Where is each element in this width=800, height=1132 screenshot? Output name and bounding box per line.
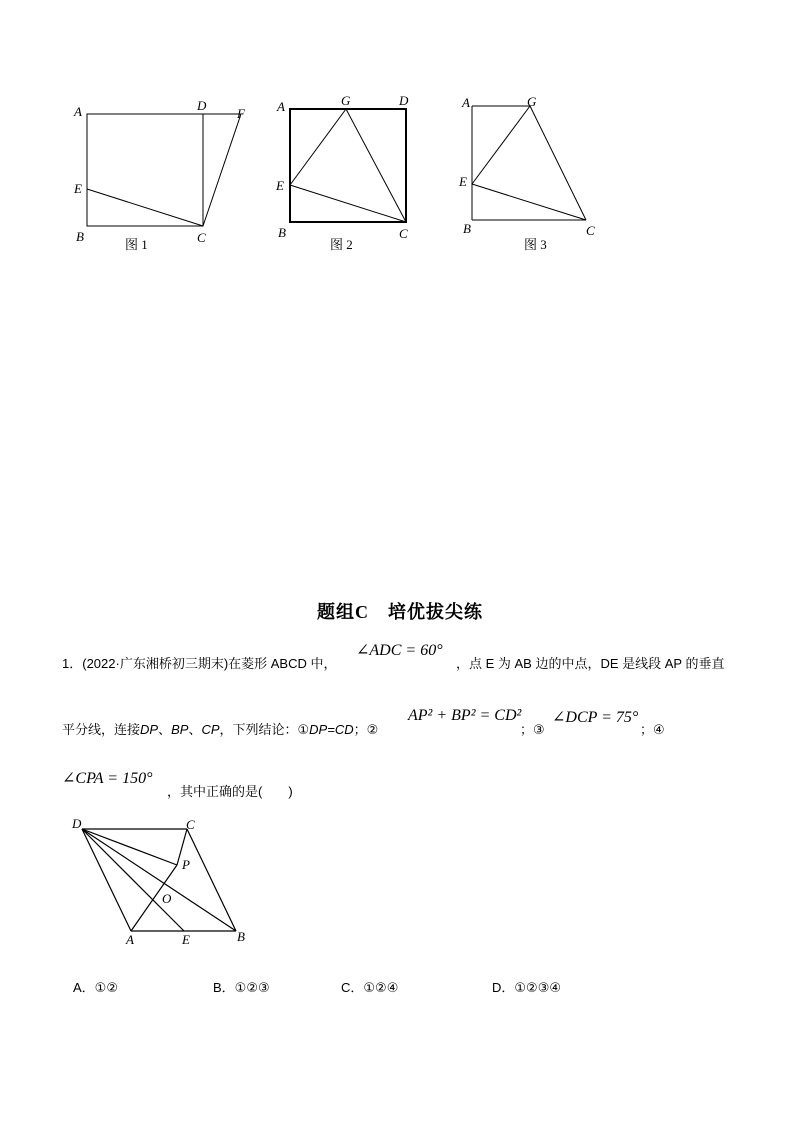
rhombus-label-b: B [237, 929, 245, 944]
rhombus-label-c: C [186, 817, 195, 832]
fig3-caption: 图 3 [524, 237, 547, 252]
option-c-value: ①②④ [363, 980, 399, 995]
fig2-label-b: B [278, 225, 286, 240]
fig2-square [290, 109, 406, 222]
fig3-line-gc [530, 106, 586, 220]
fig1-label-c: C [197, 230, 206, 245]
separator-2: 、 [188, 722, 202, 737]
top-figures [0, 0, 800, 270]
question-line-1 [62, 655, 336, 673]
option-c[interactable] [341, 977, 398, 996]
fig1-label-f: F [237, 106, 245, 121]
side-cb [187, 829, 236, 931]
angle-adc-formula: ∠ADC = 60° [356, 642, 443, 659]
option-d-value: ①②③④ [514, 980, 562, 995]
fig3-label-c: C [586, 223, 595, 238]
option-d[interactable] [492, 977, 561, 996]
option-d-label: D． [492, 980, 515, 995]
fig3-line-ec [472, 184, 586, 220]
diagonal-db [82, 829, 236, 931]
line-de [82, 829, 184, 931]
rhombus-figure [0, 810, 300, 950]
fig2-label-a: A [277, 99, 285, 114]
option-b-value: ①②③ [234, 980, 270, 995]
rhombus-label-a: A [126, 932, 134, 947]
segment-dp: DP [140, 722, 159, 737]
fig1-label-d: D [197, 98, 207, 113]
question-line-1-tail: ，点 E 为 AB 边的中点，DE 是线段 AP 的垂直 [456, 656, 725, 671]
question-tail: ，其中正确的是( ) [167, 784, 293, 799]
line2-text-a: 平分线，连接 [62, 722, 141, 737]
fig1-label-b: B [76, 229, 84, 244]
option-a-label: A． [73, 980, 95, 995]
fig1-label-a: A [74, 104, 82, 119]
figure-2 [290, 109, 406, 222]
fig2-label-g: G [341, 93, 351, 108]
fig1-line-cf [203, 114, 241, 226]
section-title: 题组C 培优拔尖练 [317, 602, 483, 622]
figure-1 [87, 114, 241, 226]
fig2-label-e: E [276, 178, 284, 193]
rhombus-label-d: D [72, 816, 82, 831]
rhombus-label-e: E [182, 932, 190, 947]
semicolon-4: ；④ [640, 722, 665, 737]
conclusion-1: DP=CD [309, 722, 354, 737]
fig2-label-c: C [399, 226, 408, 241]
fig3-label-g: G [527, 94, 537, 109]
conclusion-4-formula: ∠CPA = 150° [62, 770, 153, 787]
fig1-square [87, 114, 203, 226]
fig3-label-e: E [459, 174, 467, 189]
fig1-line-ec [87, 189, 203, 226]
fig2-caption: 图 2 [330, 237, 353, 252]
option-a-value: ①② [94, 980, 118, 995]
rhombus-label-p: P [182, 857, 190, 872]
fig3-line-eg [472, 106, 530, 184]
separator-1: 、 [158, 722, 172, 737]
figure-3 [472, 106, 586, 220]
segment-bp: BP [171, 722, 189, 737]
conclusion-3-formula: ∠DCP = 75° [552, 709, 639, 726]
rhombus-label-o: O [162, 891, 172, 906]
segment-cp: CP [201, 722, 220, 737]
question-number: 1． [62, 656, 83, 671]
option-b-label: B． [213, 980, 235, 995]
fig3-label-b: B [463, 221, 471, 236]
fig1-label-e: E [74, 181, 82, 196]
question-line-2 [62, 721, 378, 739]
option-a[interactable] [73, 977, 118, 996]
option-c-label: C． [341, 980, 364, 995]
line2-text-b: ，下列结论：① [219, 722, 310, 737]
question-source: (2022·广东湘桥初三期末)在菱形 ABCD 中， [82, 656, 337, 671]
option-b[interactable] [213, 977, 270, 996]
fig2-line-eg [290, 109, 346, 185]
fig2-line-ec [290, 185, 406, 222]
fig1-caption: 图 1 [125, 237, 148, 252]
conclusion-2-formula: AP² + BP² = CD² [408, 707, 522, 724]
semicolon-3: ；③ [520, 722, 545, 737]
line2-text-c: ；② [353, 722, 379, 737]
fig2-label-d: D [399, 93, 409, 108]
fig2-line-gc [346, 109, 406, 222]
fig3-label-a: A [462, 95, 470, 110]
